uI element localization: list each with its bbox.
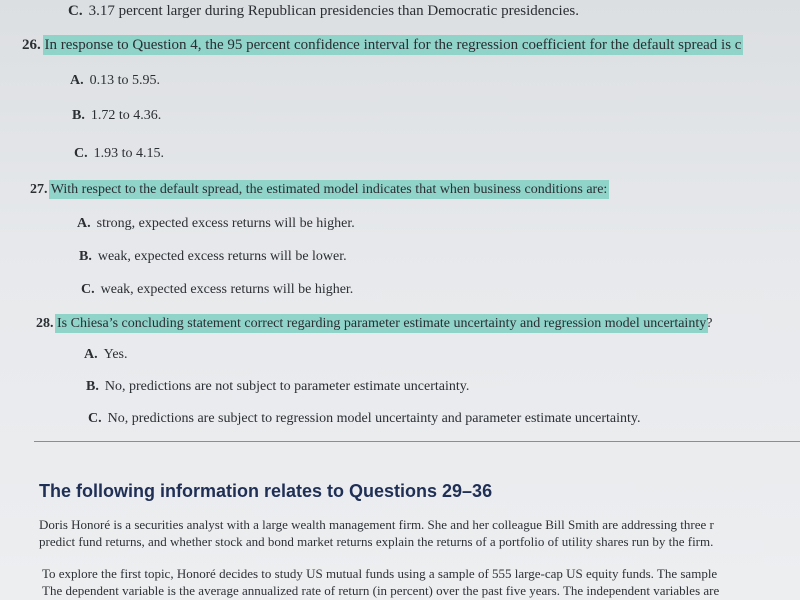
option-26b	[72, 108, 161, 124]
option-letter: C.	[68, 3, 83, 19]
question-text-highlighted: Is Chiesa’s concluding statement correct regarding parameter estimate uncertainty and regression model uncertainty	[57, 316, 707, 331]
option-letter: B.	[72, 108, 85, 123]
option-text: 3.17 percent larger during Republican presidencies than Democratic presidencies.	[88, 3, 579, 19]
option-text: 1.72 to 4.36.	[90, 108, 162, 123]
option-text: Yes.	[103, 347, 128, 362]
option-text: weak, expected excess returns will be higher.	[100, 282, 354, 297]
previous-option-c	[68, 3, 579, 20]
option-text: weak, expected excess returns will be lower.	[97, 249, 347, 264]
option-letter: A.	[84, 347, 98, 362]
option-text: 0.13 to 5.95.	[89, 73, 161, 88]
question-number: 27.	[30, 182, 48, 197]
paragraph-2-line-2: The dependent variable is the average annualized rate of return (in percent) over the past five years. The independent variables are	[42, 583, 720, 598]
option-27c	[81, 282, 353, 298]
option-letter: C.	[74, 146, 88, 161]
question-27	[30, 182, 607, 198]
option-text: No, predictions are not subject to parameter estimate uncertainty.	[104, 379, 470, 394]
option-letter: C.	[81, 282, 95, 297]
option-text: 1.93 to 4.15.	[93, 146, 165, 161]
option-27b	[79, 249, 347, 265]
question-28	[36, 316, 712, 332]
option-27a	[77, 216, 355, 232]
question-26	[22, 37, 741, 54]
question-text-tail: ?	[706, 316, 713, 331]
paragraph-2-line-1: To explore the first topic, Honoré decides to study US mutual funds using a sample of 555 large-cap US equity funds. The sample	[42, 566, 718, 581]
option-letter: A.	[77, 216, 91, 231]
option-26c	[74, 146, 164, 162]
option-letter: C.	[88, 411, 102, 426]
paragraph-1-line-2: predict fund returns, and whether stock and bond market returns explain the returns of a portfolio of utility shares run by the firm.	[39, 534, 714, 549]
option-28c	[88, 411, 640, 427]
section-heading: The following information relates to Questions 29–36	[39, 481, 493, 501]
option-letter: B.	[86, 379, 99, 394]
question-text-highlighted: With respect to the default spread, the estimated model indicates that when business conditions are:	[50, 182, 608, 197]
option-28b	[86, 379, 469, 395]
option-26a	[70, 73, 160, 89]
section-divider	[34, 441, 800, 442]
option-28a	[84, 347, 128, 363]
question-number: 26.	[22, 37, 41, 53]
question-text-highlighted: In response to Question 4, the 95 percent confidence interval for the regression coefficient for the default spread is c	[44, 37, 742, 53]
option-letter: B.	[79, 249, 92, 264]
option-text: No, predictions are subject to regression model uncertainty and parameter estimate uncertainty.	[107, 411, 641, 426]
paragraph-1-line-1: Doris Honoré is a securities analyst with a large wealth management firm. She and her colleague Bill Smith are addressing three r	[39, 517, 714, 532]
option-text: strong, expected excess returns will be higher.	[96, 216, 355, 231]
question-number: 28.	[36, 316, 54, 331]
option-letter: A.	[70, 73, 84, 88]
